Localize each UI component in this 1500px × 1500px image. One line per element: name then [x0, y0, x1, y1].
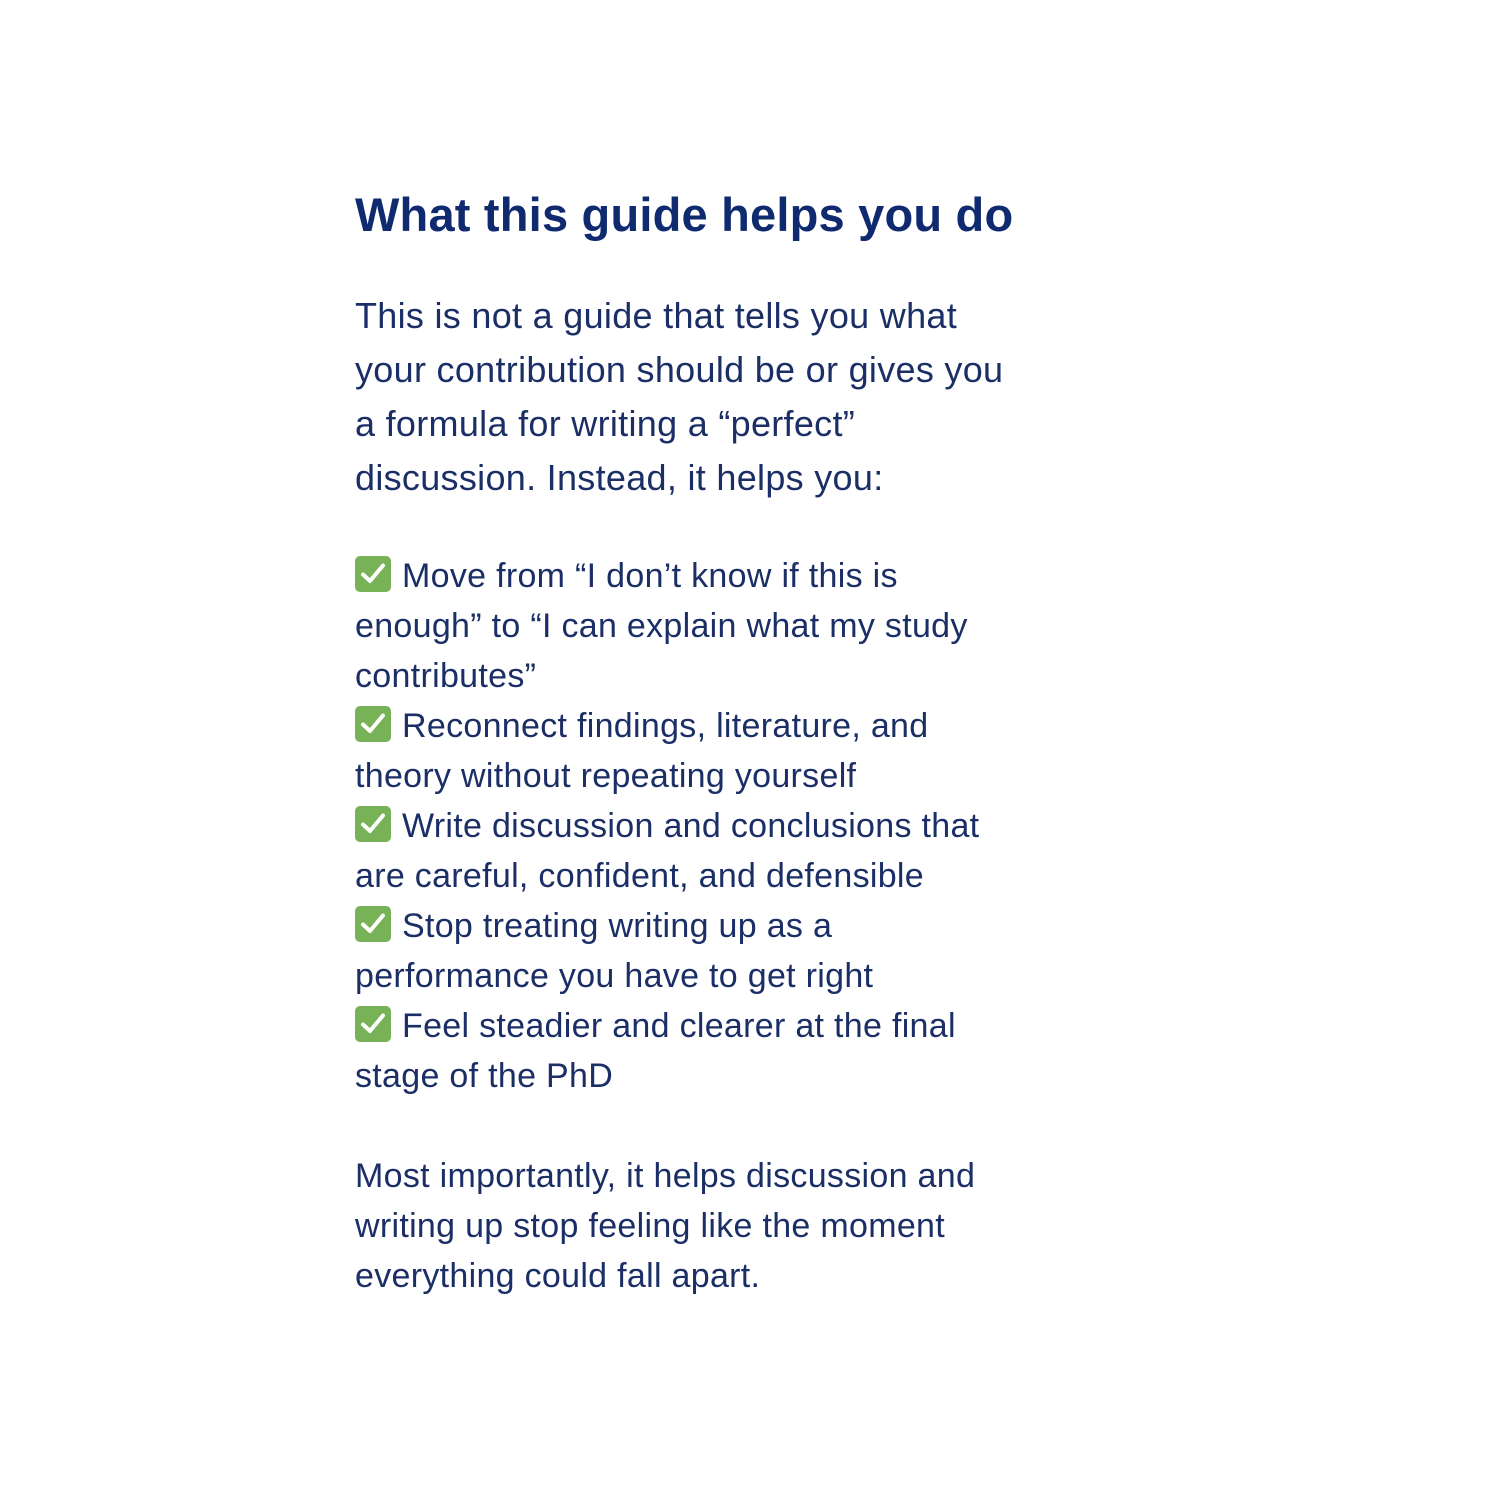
checklist-item-text: enough” to “I can explain what my study [355, 607, 968, 645]
intro-line: your contribution should be or gives you [355, 349, 1004, 390]
checklist-item-text: contributes” [355, 657, 537, 695]
checklist-item [355, 551, 1155, 701]
checklist-item [355, 901, 1155, 1001]
content-block [355, 185, 1155, 1301]
checklist-item-text: stage of the PhD [355, 1057, 614, 1095]
closing-paragraph [355, 1151, 1155, 1301]
checklist-item-text: performance you have to get right [355, 957, 874, 995]
check-mark-icon [355, 706, 391, 742]
outro-line: Most importantly, it helps discussion and [355, 1157, 976, 1195]
checklist-item-text: Move from “I don’t know if this is [402, 557, 898, 595]
intro-line: a formula for writing a “perfect” [355, 403, 856, 444]
outro-line: writing up stop feeling like the moment [355, 1207, 945, 1245]
checklist-item-text: Write discussion and conclusions that [402, 807, 980, 845]
checklist-item [355, 801, 1155, 901]
intro-line: This is not a guide that tells you what [355, 295, 958, 336]
outro-line: everything could fall apart. [355, 1257, 761, 1295]
intro-paragraph [355, 289, 1155, 505]
checklist [355, 551, 1155, 1101]
checklist-item-text: Reconnect findings, literature, and [402, 707, 929, 745]
checklist-item-text: Feel steadier and clearer at the final [402, 1007, 956, 1045]
checklist-item-text: Stop treating writing up as a [402, 907, 833, 945]
checklist-item-text: theory without repeating yourself [355, 757, 857, 795]
checklist-item-text: are careful, confident, and defensible [355, 857, 924, 895]
page-title: What this guide helps you do [355, 188, 1014, 241]
check-mark-icon [355, 806, 391, 842]
check-mark-icon [355, 906, 391, 942]
checklist-item [355, 701, 1155, 801]
intro-line: discussion. Instead, it helps you: [355, 457, 884, 498]
checklist-item [355, 1001, 1155, 1101]
check-mark-icon [355, 556, 391, 592]
check-mark-icon [355, 1006, 391, 1042]
